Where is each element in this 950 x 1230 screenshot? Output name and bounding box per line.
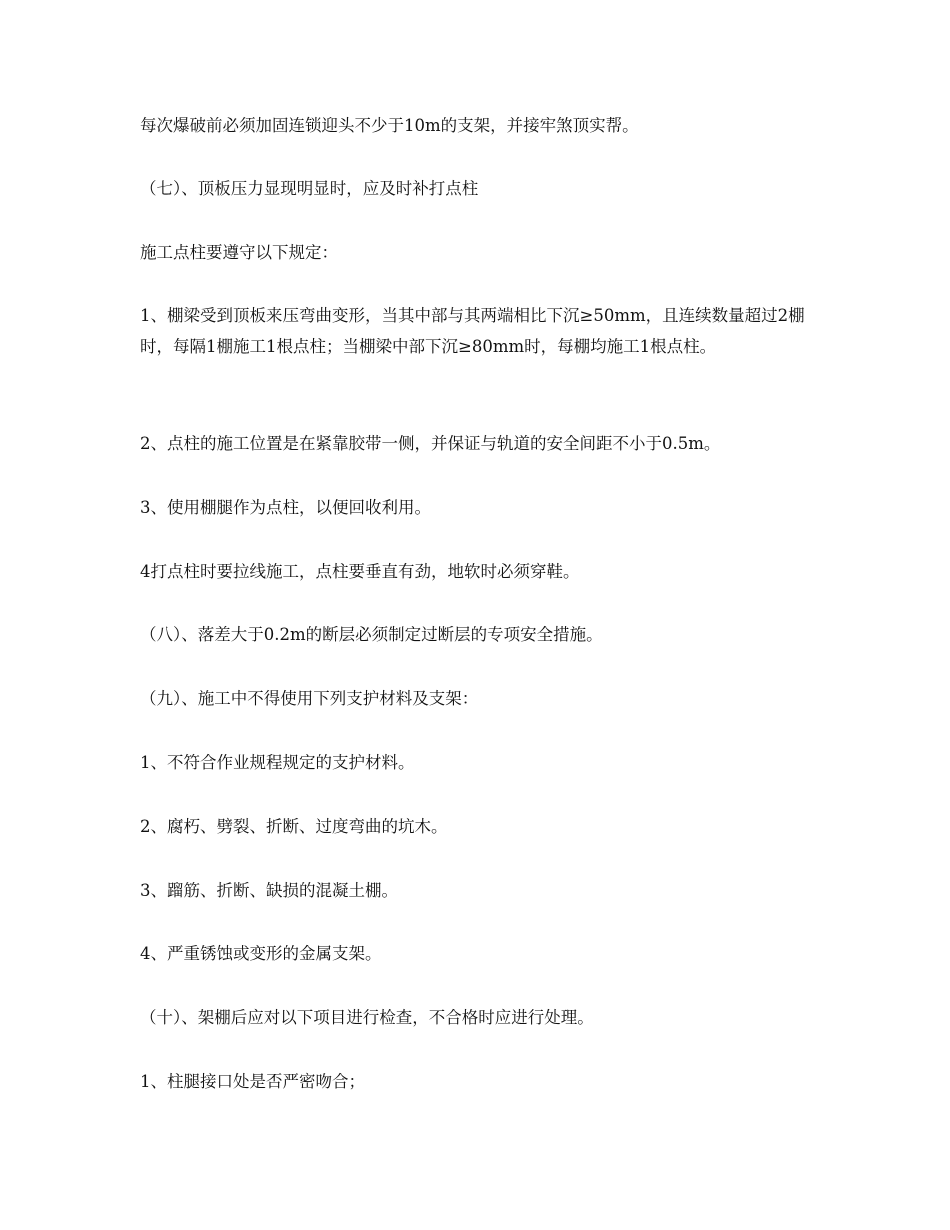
list-item-prop-rule-1: 1、棚梁受到顶板来压弯曲变形，当其中部与其两端相比下沉≥50mm，且连续数量超过2棚时，每隔1棚施工1根点柱；当棚梁中部下沉≥80mm时，每棚均施工1根点柱。: [140, 306, 805, 356]
heading-section-10: （十）、架棚后应对以下项目进行检查，不合格时应进行处理。: [140, 1008, 594, 1027]
heading-section-7: （七）、顶板压力显现明显时，应及时补打点柱: [140, 179, 479, 198]
list-item-material-1: 1、不符合作业规程规定的支护材料。: [140, 753, 415, 772]
list-item-material-3: 3、蹓筋、折断、缺损的混凝土棚。: [140, 881, 398, 900]
list-item-prop-rule-2: 2、点柱的施工位置是在紧靠胶带一侧，并保证与轨道的安全间距不小于0.5m。: [140, 434, 721, 453]
list-item-prop-rule-4: 4打点柱时要拉线施工，点柱要垂直有劲，地软时必须穿鞋。: [140, 562, 580, 581]
list-item-check-1: 1、柱腿接口处是否严密吻合；: [140, 1072, 365, 1091]
list-item-material-4: 4、严重锈蚀或变形的金属支架。: [140, 944, 382, 963]
list-item-material-2: 2、腐朽、劈裂、折断、过度弯曲的坑木。: [140, 817, 448, 836]
paragraph-prop-rules-intro: 施工点柱要遵守以下规定：: [140, 243, 338, 262]
heading-section-9: （九）、施工中不得使用下列支护材料及支架：: [140, 689, 479, 708]
heading-section-8: （八）、落差大于0.2m的断层必须制定过断层的专项安全措施。: [140, 625, 603, 644]
paragraph-blasting-support: 每次爆破前必须加固连锁迎头不少于10m的支架，并接牢煞顶实帮。: [140, 116, 639, 135]
list-item-prop-rule-3: 3、使用棚腿作为点柱，以便回收利用。: [140, 498, 431, 517]
